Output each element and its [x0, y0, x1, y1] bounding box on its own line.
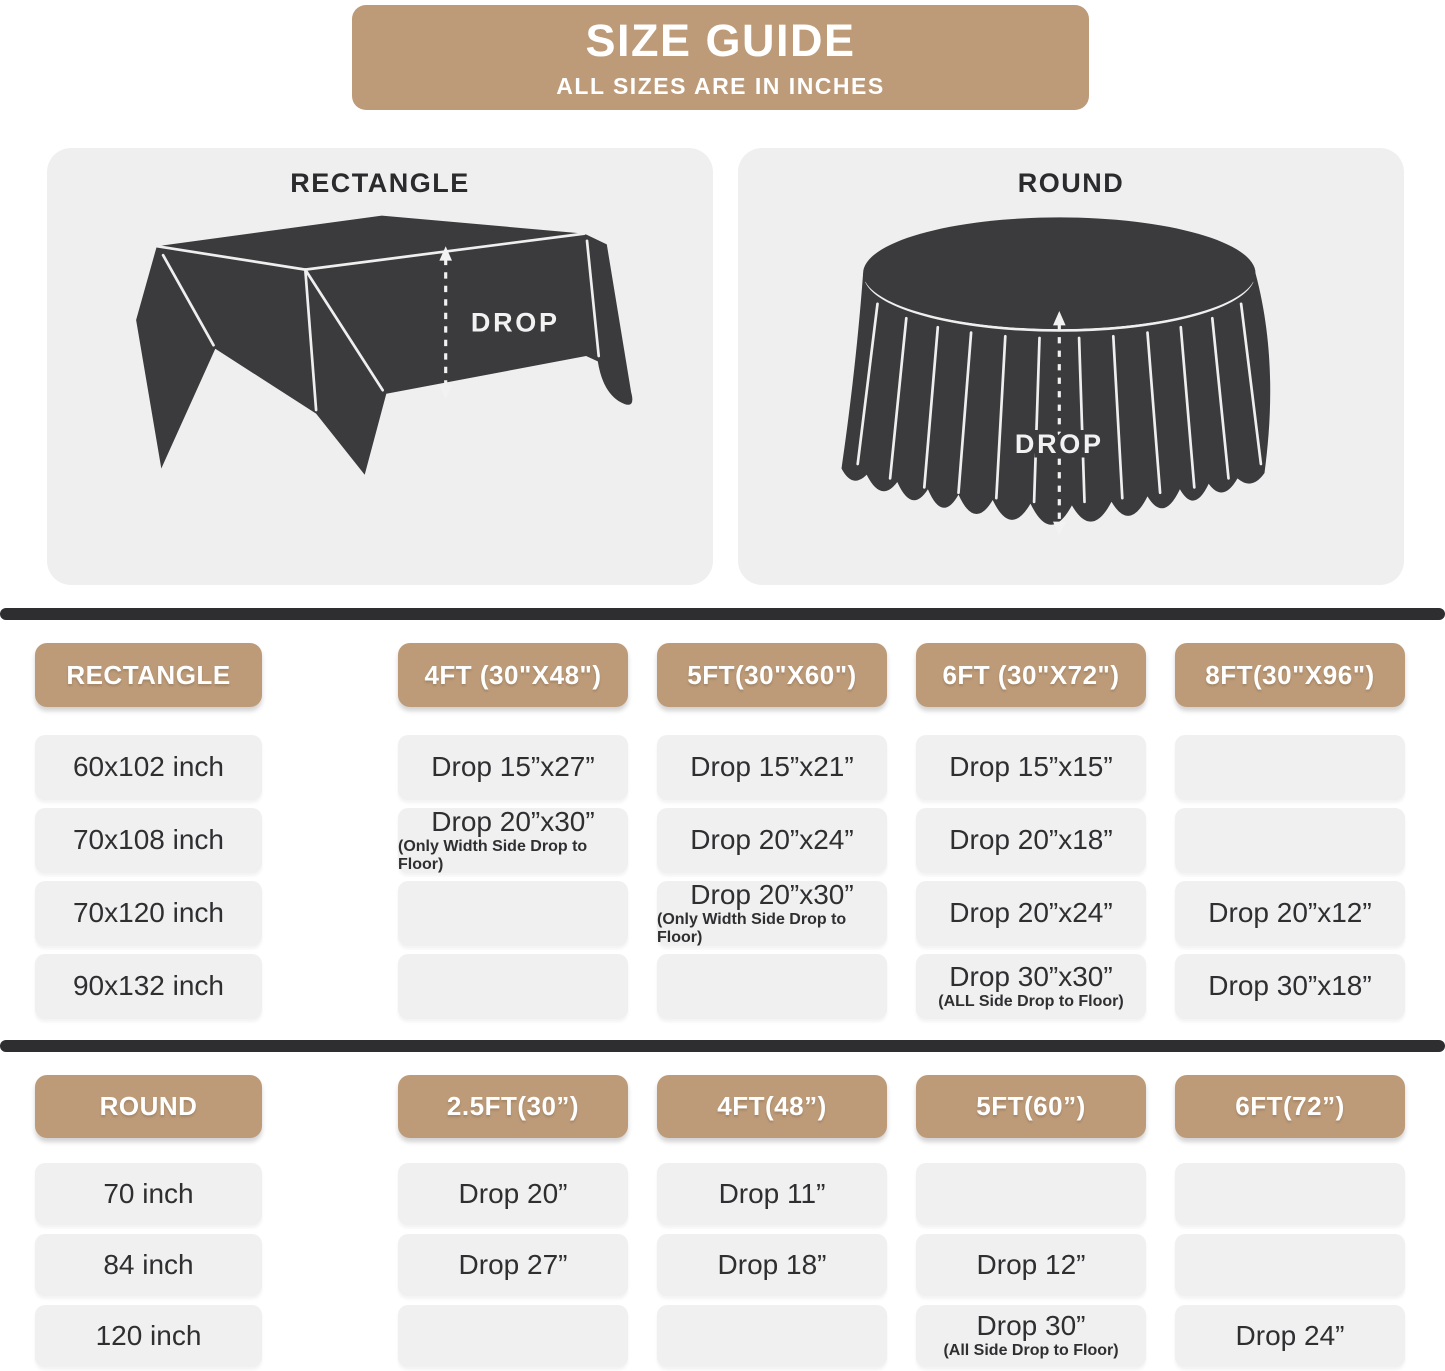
size-cell — [1175, 808, 1405, 873]
size-cell: Drop 20”x30” (Only Width Side Drop to Floor) — [398, 808, 628, 873]
rectangle-tablecloth-illustration — [47, 203, 713, 563]
row-label: 90x132 inch — [35, 954, 262, 1019]
size-cell — [1175, 735, 1405, 800]
size-cell — [657, 954, 887, 1019]
column-header: RECTANGLE — [35, 643, 262, 707]
round-tablecloth-illustration — [738, 203, 1404, 563]
rectangle-diagram-panel — [47, 148, 713, 585]
size-cell: Drop 15”x15” — [916, 735, 1146, 800]
round-table-body — [35, 1163, 1405, 1367]
round-table-header-row — [35, 1075, 1405, 1138]
rectangle-drop-label: DROP — [470, 307, 560, 338]
round-diagram-panel — [738, 148, 1404, 585]
size-cell: Drop 15”x27” — [398, 735, 628, 800]
row-label: 84 inch — [35, 1234, 262, 1296]
row-label: 120 inch — [35, 1305, 262, 1367]
column-header: 4FT(48”) — [657, 1075, 887, 1138]
column-header: ROUND — [35, 1075, 262, 1138]
page-title: SIZE GUIDE — [585, 15, 856, 66]
diagram-panels — [47, 148, 1404, 585]
size-cell — [1175, 1234, 1405, 1296]
round-size-table — [35, 1075, 1405, 1367]
size-cell — [657, 1305, 887, 1367]
size-cell: Drop 20”x24” — [916, 881, 1146, 946]
arrow-down-icon — [1053, 522, 1066, 536]
column-header: 5FT(30"X60") — [657, 643, 887, 707]
row-label: 70x108 inch — [35, 808, 262, 873]
rectangle-table-header-row — [35, 643, 1405, 707]
rectangle-size-table — [35, 643, 1405, 1019]
size-cell: Drop 20”x12” — [1175, 881, 1405, 946]
size-cell: Drop 20”x24” — [657, 808, 887, 873]
size-cell: Drop 20”x18” — [916, 808, 1146, 873]
column-header: 4FT (30"X48") — [398, 643, 628, 707]
column-header: 5FT(60”) — [916, 1075, 1146, 1138]
round-panel-title: ROUND — [1017, 168, 1125, 198]
size-guide-banner — [352, 5, 1089, 110]
row-label: 60x102 inch — [35, 735, 262, 800]
size-cell: Drop 20”x30” (Only Width Side Drop to Floor) — [657, 881, 887, 946]
column-header: 2.5FT(30”) — [398, 1075, 628, 1138]
size-cell: Drop 30”x18” — [1175, 954, 1405, 1019]
size-cell: Drop 30” (All Side Drop to Floor) — [916, 1305, 1146, 1367]
size-cell — [398, 1305, 628, 1367]
row-label: 70 inch — [35, 1163, 262, 1225]
rectangle-table-body — [35, 735, 1405, 1019]
size-cell: Drop 12” — [916, 1234, 1146, 1296]
size-cell: Drop 27” — [398, 1234, 628, 1296]
arrow-down-icon — [439, 385, 452, 399]
rectangle-panel-title: RECTANGLE — [290, 168, 470, 198]
size-cell: Drop 24” — [1175, 1305, 1405, 1367]
size-cell: Drop 11” — [657, 1163, 887, 1225]
column-header: 6FT (30"X72") — [916, 643, 1146, 707]
page-subtitle: ALL SIZES ARE IN INCHES — [556, 73, 885, 99]
column-header: 6FT(72”) — [1175, 1075, 1405, 1138]
size-cell — [916, 1163, 1146, 1225]
size-cell: Drop 15”x21” — [657, 735, 887, 800]
section-divider — [0, 608, 1445, 620]
size-cell — [1175, 1163, 1405, 1225]
size-cell — [398, 954, 628, 1019]
round-drop-label: DROP — [1014, 429, 1104, 460]
column-header: 8FT(30"X96") — [1175, 643, 1405, 707]
size-cell: Drop 30”x30” (ALL Side Drop to Floor) — [916, 954, 1146, 1019]
row-label: 70x120 inch — [35, 881, 262, 946]
size-cell: Drop 20” — [398, 1163, 628, 1225]
size-cell: Drop 18” — [657, 1234, 887, 1296]
section-divider — [0, 1040, 1445, 1052]
size-cell — [398, 881, 628, 946]
